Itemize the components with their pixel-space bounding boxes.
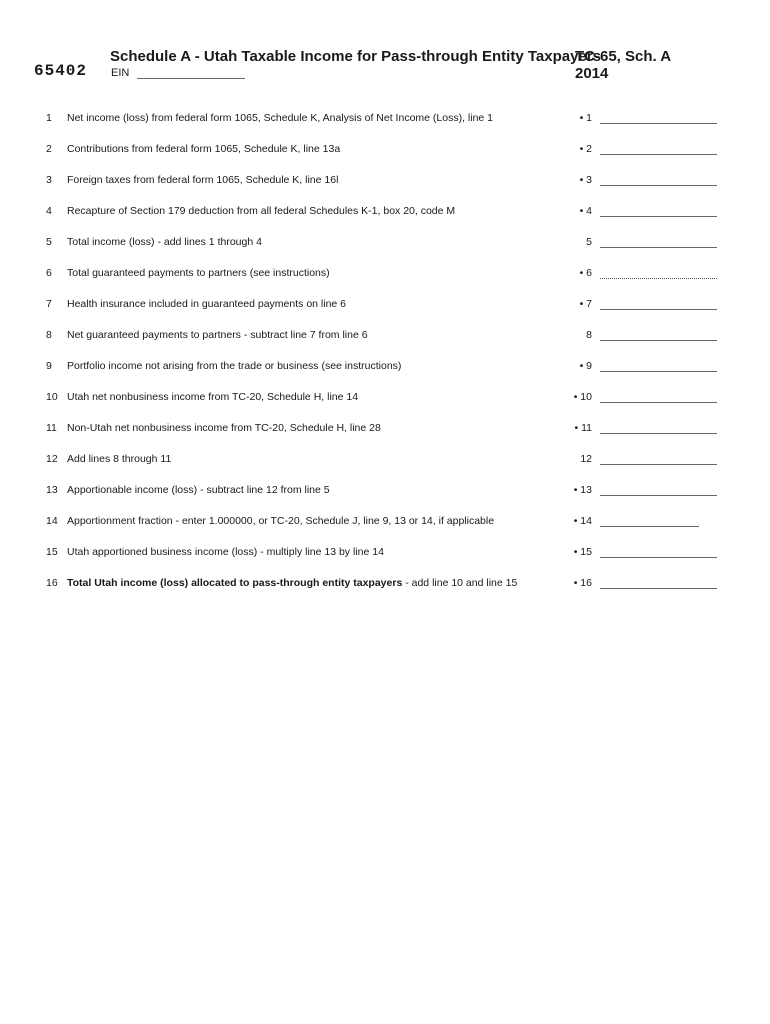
line-number: 14 [46,515,58,527]
line-reference: • 4 [579,205,592,217]
form-code: 65402 [34,62,88,80]
line-number: 5 [46,236,52,248]
page-title: Schedule A - Utah Taxable Income for Pass-through Entity Taxpayers [110,48,601,65]
line-reference: 5 [586,236,592,248]
ein-label: EIN [111,67,130,79]
ein-field[interactable] [137,78,245,79]
line-reference: 8 [586,329,592,341]
form-line-11 [0,420,770,451]
form-line-14 [0,513,770,544]
form-line-5 [0,234,770,265]
line-number: 15 [46,546,58,558]
line-number: 10 [46,391,58,403]
line-number: 1 [46,112,52,124]
line-11-amount-field[interactable] [600,433,717,434]
line-number: 6 [46,267,52,279]
line-9-amount-field[interactable] [600,371,717,372]
line-3-amount-field[interactable] [600,185,717,186]
line-description: Non-Utah net nonbusiness income from TC-20, Schedule H, line 28 [67,422,381,434]
line-description: Total income (loss) - add lines 1 through 4 [67,236,262,248]
form-year: 2014 [575,65,609,82]
line-description: Add lines 8 through 11 [67,453,172,465]
line-10-amount-field[interactable] [600,402,717,403]
line-12-amount-field[interactable] [600,464,717,465]
form-id: TC-65, Sch. A [575,48,672,65]
form-line-1 [0,110,770,141]
form-line-6 [0,265,770,296]
line-number: 13 [46,484,58,496]
line-8-amount-field[interactable] [600,340,717,341]
line-number: 8 [46,329,52,341]
line-description: Contributions from federal form 1065, Schedule K, line 13a [67,143,341,155]
line-reference: • 10 [573,391,592,403]
line-description: Utah apportioned business income (loss) - multiply line 13 by line 14 [67,546,384,558]
form-line-3 [0,172,770,203]
line-reference: 12 [580,453,592,465]
line-reference: • 16 [573,577,592,589]
line-7-amount-field[interactable] [600,309,717,310]
line-description: Recapture of Section 179 deduction from all federal Schedules K-1, box 20, code M [67,205,456,217]
line-description: Portfolio income not arising from the trade or business (see instructions) [67,360,402,372]
line-2-amount-field[interactable] [600,154,717,155]
form-line-8 [0,327,770,358]
line-description: Total guaranteed payments to partners (see instructions) [67,267,330,279]
form-line-13 [0,482,770,513]
form-line-16 [0,575,770,606]
form-line-4 [0,203,770,234]
line-number: 4 [46,205,52,217]
line-1-amount-field[interactable] [600,123,717,124]
line-15-amount-field[interactable] [600,557,717,558]
line-reference: • 2 [579,143,592,155]
line-number: 2 [46,143,52,155]
form-line-10 [0,389,770,420]
line-description: Apportionment fraction - enter 1.000000, or TC-20, Schedule J, line 9, 13 or 14, if applicable [67,515,495,527]
form-line-15 [0,544,770,575]
line-4-amount-field[interactable] [600,216,717,217]
line-6-amount-field[interactable] [600,278,717,279]
line-5-amount-field[interactable] [600,247,717,248]
line-description: Net guaranteed payments to partners - subtract line 7 from line 6 [67,329,368,341]
line-description: Health insurance included in guaranteed payments on line 6 [67,298,347,310]
line-description [67,577,517,589]
line-description: Net income (loss) from federal form 1065, Schedule K, Analysis of Net Income (Loss), line 1 [67,112,494,124]
form-line-7 [0,296,770,327]
line-reference: • 11 [574,422,592,434]
line-reference: • 13 [573,484,592,496]
line-description: Utah net nonbusiness income from TC-20, Schedule H, line 14 [67,391,359,403]
line-number: 3 [46,174,52,186]
line-reference: • 3 [579,174,592,186]
line-reference: • 9 [579,360,592,372]
line-number: 9 [46,360,52,372]
line-description: Apportionable income (loss) - subtract line 12 from line 5 [67,484,330,496]
line-number: 7 [46,298,52,310]
line-reference: • 6 [579,267,592,279]
line-reference: • 7 [579,298,592,310]
line-14-fraction-field[interactable] [600,526,699,527]
form-line-9 [0,358,770,389]
line-description: Foreign taxes from federal form 1065, Schedule K, line 16l [67,174,339,186]
line-number: 12 [46,453,58,465]
line-reference: • 14 [573,515,592,527]
line-number: 16 [46,577,58,589]
line-description-rest: - add line 10 and line 15 [402,577,518,589]
line-number: 11 [46,422,57,434]
line-reference: • 1 [579,112,592,124]
line-13-amount-field[interactable] [600,495,717,496]
form-line-12 [0,451,770,482]
schedule-lines [0,110,770,606]
line-reference: • 15 [573,546,592,558]
line-16-amount-field[interactable] [600,588,717,589]
line-description-bold: Total Utah income (loss) allocated to pass-through entity taxpayers [67,577,403,589]
form-line-2 [0,141,770,172]
